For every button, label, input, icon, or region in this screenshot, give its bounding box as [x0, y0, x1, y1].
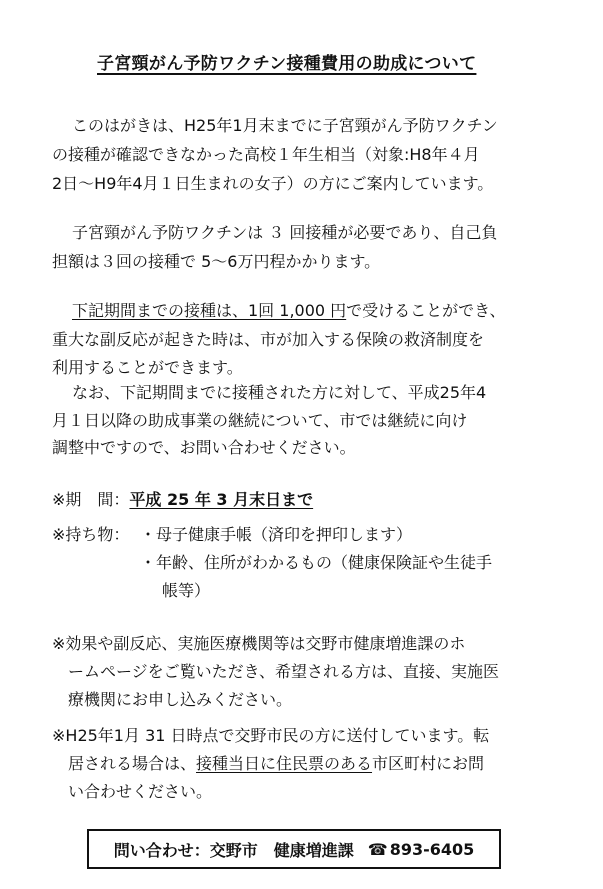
note2-line1: ※H25年1月 31 日時点で交野市民の方に送付しています。転 — [52, 726, 490, 745]
para4-line2: 月１日以降の助成事業の継続について、市では継続に向け — [52, 411, 468, 430]
items-item2b: 帳等） — [162, 581, 211, 600]
para2-line1: 子宮頸がん予防ワクチンは ３ 回接種が必要であり、自己負 — [72, 223, 498, 242]
contact-label: 問い合わせ：交野市 健康増進課 — [113, 840, 354, 860]
para3-rest: で受けることができ、 — [346, 301, 506, 320]
para3-line2: 重大な副反応が起きた時は、市が加入する保険の救済制度を — [52, 330, 485, 349]
para3-line1 — [72, 301, 506, 321]
para3-line3: 利用することができます。 — [52, 358, 243, 377]
contact-phone: 893-6405 — [389, 839, 475, 859]
contact-box — [87, 829, 501, 869]
para1-line1: このはがきは、H25年1月末までに子宮頸がん予防ワクチン — [72, 116, 498, 135]
note2-line3: い合わせください。 — [68, 782, 213, 801]
para1-line3: 2日～H9年4月１日生まれの女子）の方にご案内しています。 — [52, 174, 494, 193]
telephone-icon: ☎ — [367, 839, 388, 859]
para4-line1: なお、下記期間までに接種された方に対して、平成25年4 — [72, 383, 487, 402]
document-title: 子宮頸がん予防ワクチン接種費用の助成について — [97, 54, 477, 74]
note1-line1: ※効果や副反応、実施医療機関等は交野市健康増進課のホ — [52, 634, 466, 653]
period-line — [52, 490, 313, 510]
note2-line2 — [68, 754, 484, 774]
para4-line3: 調整中ですので、お問い合わせください。 — [52, 438, 356, 457]
note2-line2-underlined: 接種当日に住民票のある — [196, 754, 373, 773]
period-label: ※期 間： — [52, 490, 130, 509]
note2-line2-pre: 居される場合は、 — [68, 754, 197, 773]
note2-line2-post: 市区町村にお問 — [372, 754, 485, 773]
para1-line2: の接種が確認できなかった高校１年生相当（対象:H8年４月 — [52, 145, 480, 164]
para3-underlined: 下記期間までの接種は、1回 1,000 円 — [72, 301, 347, 320]
items-item2a: ・年齢、住所がわかるもの（健康保険証や生徒手 — [140, 553, 493, 572]
note1-line3: 療機関にお申し込みください。 — [68, 690, 293, 709]
items-item1: ・母子健康手帳（済印を押印します） — [140, 525, 413, 544]
period-value: 平成 25 年 3 月末日まで — [129, 490, 314, 509]
note1-line2: ームページをご覧いただき、希望される方は、直接、実施医 — [68, 662, 500, 681]
items-label: ※持ち物： — [52, 525, 130, 544]
para2-line2: 担額は３回の接種で 5～6万円程かかります。 — [52, 252, 381, 271]
